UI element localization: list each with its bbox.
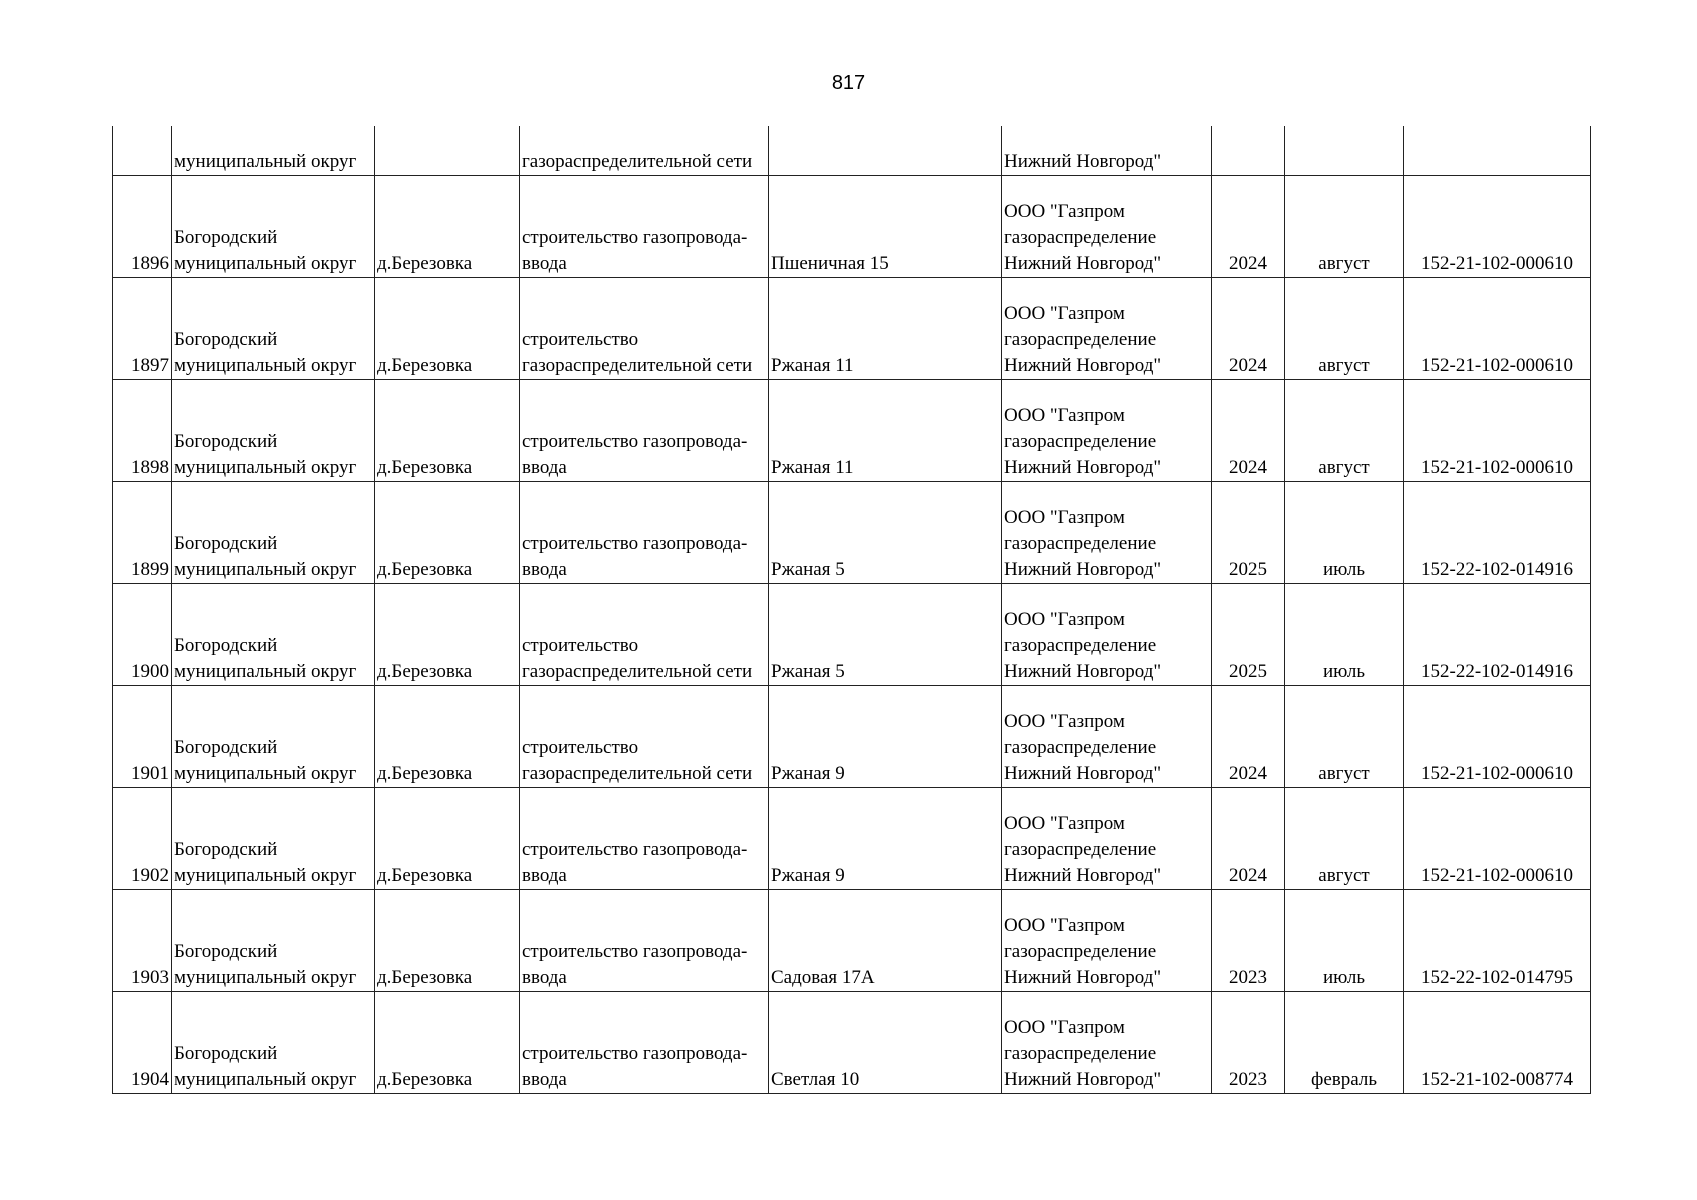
cell-code: 152-21-102-000610 xyxy=(1404,685,1591,787)
table-row xyxy=(113,889,1591,991)
cell-settlement: д.Березовка xyxy=(375,277,520,379)
work-line: ввода xyxy=(522,558,567,580)
cell-district xyxy=(172,787,375,889)
org-line: газораспределение xyxy=(1004,838,1157,860)
work-line: строительство газопровода- xyxy=(522,226,748,248)
cell-org xyxy=(1002,175,1212,277)
cell-year: 2024 xyxy=(1212,175,1285,277)
table-row xyxy=(113,991,1591,1093)
cell-year: 2024 xyxy=(1212,787,1285,889)
cell-work xyxy=(520,889,769,991)
district-line: Богородский xyxy=(174,838,278,860)
cell-work xyxy=(520,787,769,889)
work-line: строительство газопровода- xyxy=(522,430,748,452)
cell-year: 2023 xyxy=(1212,991,1285,1093)
cell-address: Ржаная 5 xyxy=(769,583,1002,685)
work-line: строительство xyxy=(522,634,639,656)
cell-work xyxy=(520,685,769,787)
work-line: газораспределительной сети xyxy=(522,762,753,784)
cell-org xyxy=(1002,277,1212,379)
cell-year: 2025 xyxy=(1212,481,1285,583)
cell-org xyxy=(1002,583,1212,685)
cell-work xyxy=(520,991,769,1093)
district-line: Богородский xyxy=(174,940,278,962)
cell-month: июль xyxy=(1285,481,1404,583)
cell-year: 2024 xyxy=(1212,685,1285,787)
org-line: газораспределение xyxy=(1004,736,1157,758)
org-line: Нижний Новгород" xyxy=(1004,558,1162,580)
cell-num: 1897 xyxy=(113,277,172,379)
org-line: ООО "Газпром xyxy=(1004,914,1125,936)
work-line: строительство газопровода- xyxy=(522,838,748,860)
org-line: ООО "Газпром xyxy=(1004,302,1125,324)
cell-num: 1901 xyxy=(113,685,172,787)
cell-month: август xyxy=(1285,685,1404,787)
org-line: ООО "Газпром xyxy=(1004,812,1125,834)
work-line: газораспределительной сети xyxy=(522,354,753,376)
work-line: ввода xyxy=(522,966,567,988)
table-row xyxy=(113,481,1591,583)
district-line: муниципальный округ xyxy=(174,558,357,580)
org-line: газораспределение xyxy=(1004,430,1157,452)
work-line: строительство газопровода- xyxy=(522,532,748,554)
cell-year: 2023 xyxy=(1212,889,1285,991)
cell-address: Ржаная 11 xyxy=(769,277,1002,379)
org-line: газораспределение xyxy=(1004,1042,1157,1064)
cell-work xyxy=(520,277,769,379)
cell-address: Ржаная 11 xyxy=(769,379,1002,481)
cell-district xyxy=(172,889,375,991)
org-line: ООО "Газпром xyxy=(1004,1016,1125,1038)
table-row xyxy=(113,685,1591,787)
cell-num: 1904 xyxy=(113,991,172,1093)
district-line: Богородский xyxy=(174,532,278,554)
work-line: строительство xyxy=(522,736,639,758)
cell-address xyxy=(769,126,1002,175)
district-line: муниципальный округ xyxy=(174,864,357,886)
cell-org xyxy=(1002,481,1212,583)
cell-settlement: д.Березовка xyxy=(375,175,520,277)
cell-code: 152-21-102-000610 xyxy=(1404,175,1591,277)
cell-num: 1899 xyxy=(113,481,172,583)
cell-year xyxy=(1212,126,1285,175)
cell-code: 152-21-102-000610 xyxy=(1404,787,1591,889)
cell-district xyxy=(172,175,375,277)
cell-district xyxy=(172,685,375,787)
table-row xyxy=(113,787,1591,889)
cell-num: 1896 xyxy=(113,175,172,277)
cell-district xyxy=(172,379,375,481)
cell-num xyxy=(113,126,172,175)
cell-district xyxy=(172,277,375,379)
org-line: газораспределение xyxy=(1004,532,1157,554)
cell-settlement: д.Березовка xyxy=(375,583,520,685)
work-line: строительство газопровода- xyxy=(522,940,748,962)
cell-district xyxy=(172,991,375,1093)
cell-code: 152-22-102-014795 xyxy=(1404,889,1591,991)
district-line: Богородский xyxy=(174,634,278,656)
table-body xyxy=(113,126,1591,1093)
table-row xyxy=(113,175,1591,277)
work-line: ввода xyxy=(522,864,567,886)
org-line: газораспределение xyxy=(1004,634,1157,656)
cell-district xyxy=(172,583,375,685)
cell-work xyxy=(520,481,769,583)
org-line: газораспределение xyxy=(1004,328,1157,350)
district-line: Богородский xyxy=(174,1042,278,1064)
cell-settlement: д.Березовка xyxy=(375,685,520,787)
district-line: муниципальный округ xyxy=(174,966,357,988)
org-line: Нижний Новгород" xyxy=(1004,1068,1162,1090)
work-line: строительство xyxy=(522,328,639,350)
cell-settlement: д.Березовка xyxy=(375,991,520,1093)
cell-month: август xyxy=(1285,175,1404,277)
cell-month: февраль xyxy=(1285,991,1404,1093)
cell-code: 152-21-102-000610 xyxy=(1404,277,1591,379)
org-line: ООО "Газпром xyxy=(1004,608,1125,630)
cell-address: Ржаная 9 xyxy=(769,787,1002,889)
cell-month: август xyxy=(1285,787,1404,889)
cell-address: Светлая 10 xyxy=(769,991,1002,1093)
cell-work xyxy=(520,175,769,277)
cell-settlement: д.Березовка xyxy=(375,481,520,583)
work-line: строительство газопровода- xyxy=(522,1042,748,1064)
table-row xyxy=(113,583,1591,685)
district-line: муниципальный округ xyxy=(174,354,357,376)
work-line: ввода xyxy=(522,456,567,478)
cell-org xyxy=(1002,787,1212,889)
work-line: ввода xyxy=(522,252,567,274)
org-line: Нижний Новгород" xyxy=(1004,660,1162,682)
cell-month: август xyxy=(1285,379,1404,481)
cell-year: 2024 xyxy=(1212,379,1285,481)
cell-address: Ржаная 5 xyxy=(769,481,1002,583)
org-line: Нижний Новгород" xyxy=(1004,762,1162,784)
district-line: Богородский xyxy=(174,736,278,758)
cell-month: июль xyxy=(1285,583,1404,685)
work-line: газораспределительной сети xyxy=(522,660,753,682)
district-line: муниципальный округ xyxy=(174,660,357,682)
org-line: Нижний Новгород" xyxy=(1004,966,1162,988)
cell-org xyxy=(1002,379,1212,481)
cell-address: Садовая 17А xyxy=(769,889,1002,991)
org-line: газораспределение xyxy=(1004,940,1157,962)
cell-num: 1900 xyxy=(113,583,172,685)
org-line: ООО "Газпром xyxy=(1004,200,1125,222)
cell-address: Пшеничная 15 xyxy=(769,175,1002,277)
cell-month: август xyxy=(1285,277,1404,379)
district-line: муниципальный округ xyxy=(174,1068,357,1090)
cell-org xyxy=(1002,991,1212,1093)
cell-code xyxy=(1404,126,1591,175)
table-row xyxy=(113,379,1591,481)
district-line: муниципальный округ xyxy=(174,456,357,478)
cell-year: 2024 xyxy=(1212,277,1285,379)
page-number: 817 xyxy=(831,72,866,94)
district-line: муниципальный округ xyxy=(174,762,357,784)
org-line: Нижний Новгород" xyxy=(1004,456,1162,478)
cell-work: газораспределительной сети xyxy=(520,126,769,175)
cell-settlement: д.Березовка xyxy=(375,787,520,889)
continuation-row xyxy=(113,126,1591,175)
district-line: муниципальный округ xyxy=(174,252,357,274)
cell-settlement: д.Березовка xyxy=(375,379,520,481)
org-line: ООО "Газпром xyxy=(1004,506,1125,528)
org-line: ООО "Газпром xyxy=(1004,404,1125,426)
cell-org xyxy=(1002,685,1212,787)
cell-num: 1902 xyxy=(113,787,172,889)
org-line: Нижний Новгород" xyxy=(1004,354,1162,376)
cell-settlement xyxy=(375,126,520,175)
cell-settlement: д.Березовка xyxy=(375,889,520,991)
cell-num: 1903 xyxy=(113,889,172,991)
cell-month xyxy=(1285,126,1404,175)
district-line: Богородский xyxy=(174,328,278,350)
cell-org: Нижний Новгород" xyxy=(1002,126,1212,175)
cell-org xyxy=(1002,889,1212,991)
cell-work xyxy=(520,583,769,685)
org-line: Нижний Новгород" xyxy=(1004,252,1162,274)
org-line: Нижний Новгород" xyxy=(1004,864,1162,886)
work-line: ввода xyxy=(522,1068,567,1090)
org-line: газораспределение xyxy=(1004,226,1157,248)
gasification-table xyxy=(112,126,1591,1094)
cell-district xyxy=(172,481,375,583)
org-line: ООО "Газпром xyxy=(1004,710,1125,732)
cell-year: 2025 xyxy=(1212,583,1285,685)
cell-work xyxy=(520,379,769,481)
district-line: Богородский xyxy=(174,226,278,248)
district-line: Богородский xyxy=(174,430,278,452)
cell-code: 152-22-102-014916 xyxy=(1404,481,1591,583)
cell-address: Ржаная 9 xyxy=(769,685,1002,787)
cell-num: 1898 xyxy=(113,379,172,481)
cell-code: 152-22-102-014916 xyxy=(1404,583,1591,685)
cell-code: 152-21-102-000610 xyxy=(1404,379,1591,481)
cell-code: 152-21-102-008774 xyxy=(1404,991,1591,1093)
table-row xyxy=(113,277,1591,379)
cell-district: муниципальный округ xyxy=(172,126,375,175)
cell-month: июль xyxy=(1285,889,1404,991)
